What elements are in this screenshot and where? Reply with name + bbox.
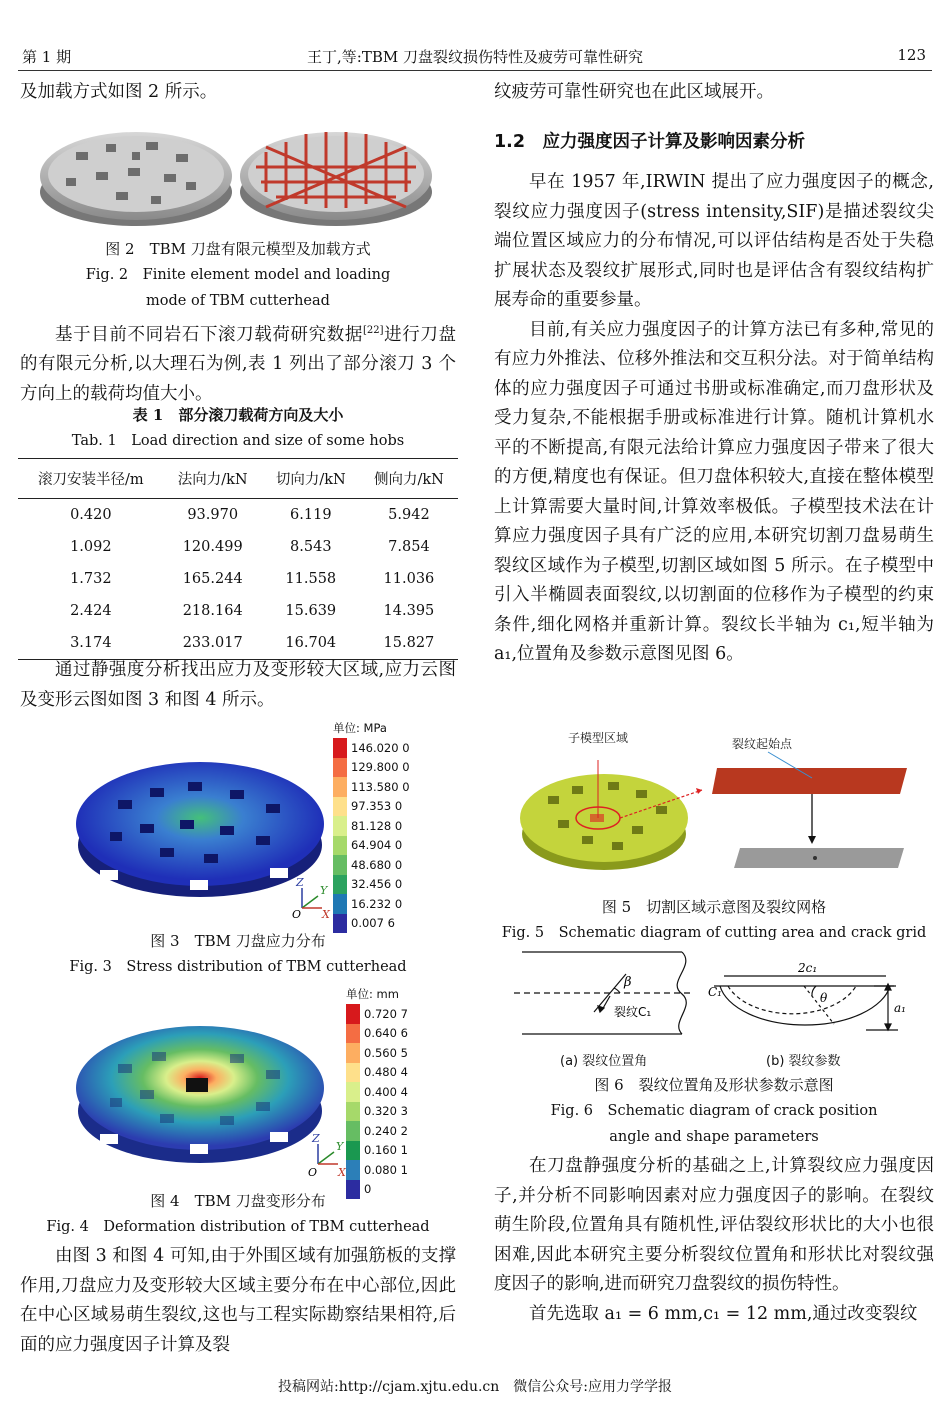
legend-entry [346, 1160, 408, 1180]
fig4-caption-cn: 图 4 TBM 刀盘变形分布 [150, 1192, 326, 1210]
crack-label: 裂纹C₁ [614, 1005, 652, 1019]
fig4-caption-en: Fig. 4 Deformation distribution of TBM cutterhead [46, 1219, 430, 1235]
table-cell: 2.424 [70, 603, 112, 619]
table-row [18, 627, 458, 660]
right-body: 早在 1957 年,IRWIN 提出了应力强度因子的概念,裂纹应力强度因子(stress intensity,SIF)是描述裂纹尖端位置区域应力的分布情况,可以评估结构是否处于失稳扩展状态及裂纹扩展形式,同时也是评估含有裂纹结构扩展寿命的重要参量。 目前,有关应力强度因子的计算方法已有多种,常见的有应力外推法、位移外推法和交互积分法。对于简单结构体的应力强度因子可通过书册或标准确定,而刀盘形状及受力复杂,不能根据手册或标准进行计算。随机计算机水平的不断提高,有限元法给计算应力强度因子带来了很大的方便,精度也有保证。但刀盘体积较大,直接在整体模型上计算需要大量时间,计算效率极低。子模型技术法在计算应力强度因子具有广泛的应用,本研究切割刀盘易萌生裂纹区域作为子模型,切割区域如图 5 所示。在子模型中引入半椭圆表面裂纹,以切割面的位移作为子模型的约束条件,细化网格并重新计算。裂纹长半轴为 c₁,短半轴为 a₁,位置角及参数示意图见图 6。 [494, 172, 934, 664]
legend-swatch [333, 875, 347, 895]
legend-label: 129.800 0 [351, 760, 410, 775]
crack-mesh-icon [734, 848, 904, 868]
legend-entry [333, 777, 410, 797]
legend-entry [346, 1004, 408, 1024]
table-cell: 8.543 [290, 539, 332, 555]
fig6b-sublabel: (b) 裂纹参数 [766, 1054, 841, 1069]
fig6-caption-en2: angle and shape parameters [609, 1129, 819, 1145]
legend-label: 0.080 1 [364, 1162, 408, 1177]
legend-swatch [333, 758, 347, 778]
table-cell: 7.854 [388, 539, 430, 555]
table-cell: 218.164 [182, 603, 243, 619]
legend-label: 64.904 0 [351, 838, 403, 853]
theta-label: θ [820, 991, 828, 1005]
fig3-unit: 单位: MPa [333, 721, 387, 735]
page-number: 123 [897, 46, 926, 64]
fig5-label-crack-start: 裂纹起始点 [732, 737, 793, 751]
fig3-legend [333, 720, 410, 933]
fig2-models [36, 112, 438, 236]
table-cell: 5.942 [388, 507, 430, 523]
two-c1-label: 2c₁ [798, 961, 818, 975]
table-row [18, 595, 458, 627]
legend-label: 0.720 7 [364, 1006, 408, 1021]
beta-label: β [624, 975, 632, 990]
table-cell: 93.970 [187, 507, 239, 523]
table-row [18, 499, 458, 532]
legend-label: 81.128 0 [351, 818, 403, 833]
legend-entry [333, 738, 410, 758]
running-title: 王丁,等:TBM 刀盘裂纹损伤特性及疲劳可靠性研究 [307, 48, 643, 66]
table-cell: 3.174 [18, 627, 164, 660]
table-header-row [18, 459, 458, 499]
table-cell: 233.017 [164, 627, 262, 660]
fig3-caption-en: Fig. 3 Stress distribution of TBM cutterhead [69, 959, 407, 975]
loading-model-icon [240, 132, 432, 226]
table-cell: 15.639 [285, 603, 337, 619]
legend-label: 0.320 3 [364, 1104, 408, 1119]
legend-label: 0.560 5 [364, 1045, 408, 1060]
axis-x-label: X [322, 908, 330, 921]
table-cell: 1.092 [70, 539, 112, 555]
legend-label: 0 [364, 1182, 372, 1197]
legend-swatch [346, 1063, 360, 1083]
legend-label: 113.580 0 [351, 779, 410, 794]
table-cell: 0.420 [70, 507, 112, 523]
table-cell: 16.704 [262, 627, 360, 660]
legend-label: 0.640 6 [364, 1026, 408, 1041]
fig6-caption-cn: 图 6 裂纹位置角及形状参数示意图 [594, 1076, 834, 1094]
legend-entry [333, 855, 410, 875]
table-header-cell: 侧向力/kN [360, 459, 458, 499]
section-heading: 1.2 应力强度因子计算及影响因素分析 [494, 132, 805, 152]
legend-swatch [333, 738, 347, 758]
legend-label: 0.240 2 [364, 1123, 408, 1138]
left-para3: 由图 3 和图 4 可知,由于外围区域有加强筋板的支撑作用,刀盘应力及变形较大区域主要分布在中心部位,因此在中心区域易萌生裂纹,这也与工程实际勘察结果相符,后面的应力强度因子计算及裂 [20, 1246, 456, 1355]
crack-position-angle-icon [514, 952, 694, 1034]
table-cell: 6.119 [290, 507, 332, 523]
left-line1: 及加载方式如图 2 所示。 [20, 82, 218, 102]
legend-entry [346, 1141, 408, 1161]
fig2-caption-en2: mode of TBM cutterhead [146, 293, 330, 309]
footer: 投稿网站:http://cjam.xjtu.edu.cn 微信公众号:应用力学学报 [278, 1379, 672, 1395]
legend-label: 48.680 0 [351, 857, 403, 872]
legend-swatch [346, 1004, 360, 1024]
crack-parameters-icon [714, 976, 898, 1030]
legend-entry [333, 836, 410, 856]
right-body-2: 在刀盘静强度分析的基础之上,计算裂纹应力强度因子,并分析不同影响因素对应力强度因子的影响。在裂纹萌生阶段,位置角具有随机性,评估裂纹形状比的大小也很困难,因此本研究主要分析裂纹位置角和形状比对裂纹强度因子的影响,进而研究刀盘裂纹的损伤特性。 首先选取 a₁ = 6 mm,c₁ = 12 mm,通过改变裂纹 [494, 1156, 934, 1324]
legend-label: 0.480 4 [364, 1065, 408, 1080]
legend-label: 146.020 0 [351, 740, 410, 755]
axis-o-label: O [292, 908, 302, 921]
table-cell: 165.244 [182, 571, 243, 587]
table-cell: 11.036 [383, 571, 435, 587]
legend-label: 16.232 0 [351, 896, 403, 911]
fig4-unit: 单位: mm [346, 987, 399, 1001]
submodel-plate-icon [712, 768, 907, 794]
legend-swatch [346, 1043, 360, 1063]
legend-label: 97.353 0 [351, 799, 403, 814]
legend-entry [333, 894, 410, 914]
stress-cutterhead-icon [76, 762, 324, 897]
fe-model-icon [40, 132, 232, 226]
legend-swatch [333, 797, 347, 817]
legend-entry [333, 797, 410, 817]
fig4-legend [346, 986, 408, 1199]
right-line1: 纹疲劳可靠性研究也在此区域展开。 [494, 82, 774, 102]
legend-entry [346, 1102, 408, 1122]
axis-z-label: Z [312, 1132, 320, 1145]
legend-label: 0.160 1 [364, 1143, 408, 1158]
legend-swatch [346, 1121, 360, 1141]
legend-swatch [333, 777, 347, 797]
journal-issue: 第 1 期 [22, 48, 72, 66]
a1-label: a₁ [894, 1001, 906, 1015]
fig6-caption-en1: Fig. 6 Schematic diagram of crack position [550, 1103, 878, 1119]
deformation-cutterhead-icon [76, 1026, 324, 1163]
table1-title-en: Tab. 1 Load direction and size of some hobs [71, 433, 405, 449]
c1-label: C₁ [708, 985, 722, 999]
axis-o-label: O [308, 1166, 318, 1179]
legend-swatch [333, 836, 347, 856]
axis-y-label: Y [320, 884, 328, 897]
legend-label: 0.400 4 [364, 1084, 408, 1099]
left-para2: 通过静强度分析找出应力及变形较大区域,应力云图及变形云图如图 3 和图 4 所示。 [20, 660, 456, 710]
header-rule [18, 70, 932, 71]
fig3-caption-cn: 图 3 TBM 刀盘应力分布 [150, 932, 326, 950]
axis-y-label: Y [336, 1140, 344, 1153]
left-para1: 基于目前不同岩石下滚刀载荷研究数据[22]进行刀盘的有限元分析,以大理石为例,表 1 列出了部分滚刀 3 个方向上的载荷均值大小。 [20, 324, 457, 404]
axis-z-label: Z [296, 876, 304, 889]
table-cell: 120.499 [182, 539, 243, 555]
table-header-cell: 滚刀安装半径/m [18, 459, 164, 499]
table-row [18, 531, 458, 563]
fig5-cutting-area [512, 730, 922, 892]
legend-swatch [333, 855, 347, 875]
axis-triad-icon [318, 1144, 338, 1164]
legend-label: 32.456 0 [351, 877, 403, 892]
fig5-caption-cn: 图 5 切割区域示意图及裂纹网格 [601, 898, 827, 916]
table-header-cell: 法向力/kN [164, 459, 262, 499]
legend-swatch [346, 1024, 360, 1044]
fig5-caption-en: Fig. 5 Schematic diagram of cutting area and crack grid [501, 925, 927, 941]
legend-entry [346, 1121, 408, 1141]
table-cell: 1.732 [70, 571, 112, 587]
axis-triad-icon [302, 888, 322, 908]
legend-label: 0.007 6 [351, 916, 395, 931]
legend-swatch [346, 1102, 360, 1122]
fig5-label-submodel: 子模型区域 [568, 731, 629, 745]
legend-swatch [346, 1160, 360, 1180]
legend-swatch [333, 816, 347, 836]
legend-swatch [346, 1082, 360, 1102]
legend-swatch [333, 894, 347, 914]
table-header-cell: 切向力/kN [262, 459, 360, 499]
legend-entry [346, 1082, 408, 1102]
legend-swatch [346, 1141, 360, 1161]
table-cell: 14.395 [383, 603, 435, 619]
table-row [18, 563, 458, 595]
axis-x-label: X [338, 1166, 346, 1179]
legend-entry [333, 875, 410, 895]
legend-entry [333, 758, 410, 778]
fig2-caption-en1: Fig. 2 Finite element model and loading [85, 267, 391, 283]
table1 [18, 458, 458, 660]
legend-entry [346, 1024, 408, 1044]
table1-title-cn: 表 1 部分滚刀载荷方向及大小 [132, 406, 344, 424]
table-cell: 11.558 [285, 571, 337, 587]
legend-entry [346, 1063, 408, 1083]
legend-entry [333, 816, 410, 836]
fig6a-sublabel: (a) 裂纹位置角 [560, 1054, 648, 1069]
table-cell: 15.827 [360, 627, 458, 660]
fig6-crack-diagram [514, 946, 914, 1046]
fig2-caption-cn: 图 2 TBM 刀盘有限元模型及加载方式 [105, 240, 371, 258]
legend-entry [346, 1043, 408, 1063]
submodel-cutterhead-icon [520, 760, 688, 870]
